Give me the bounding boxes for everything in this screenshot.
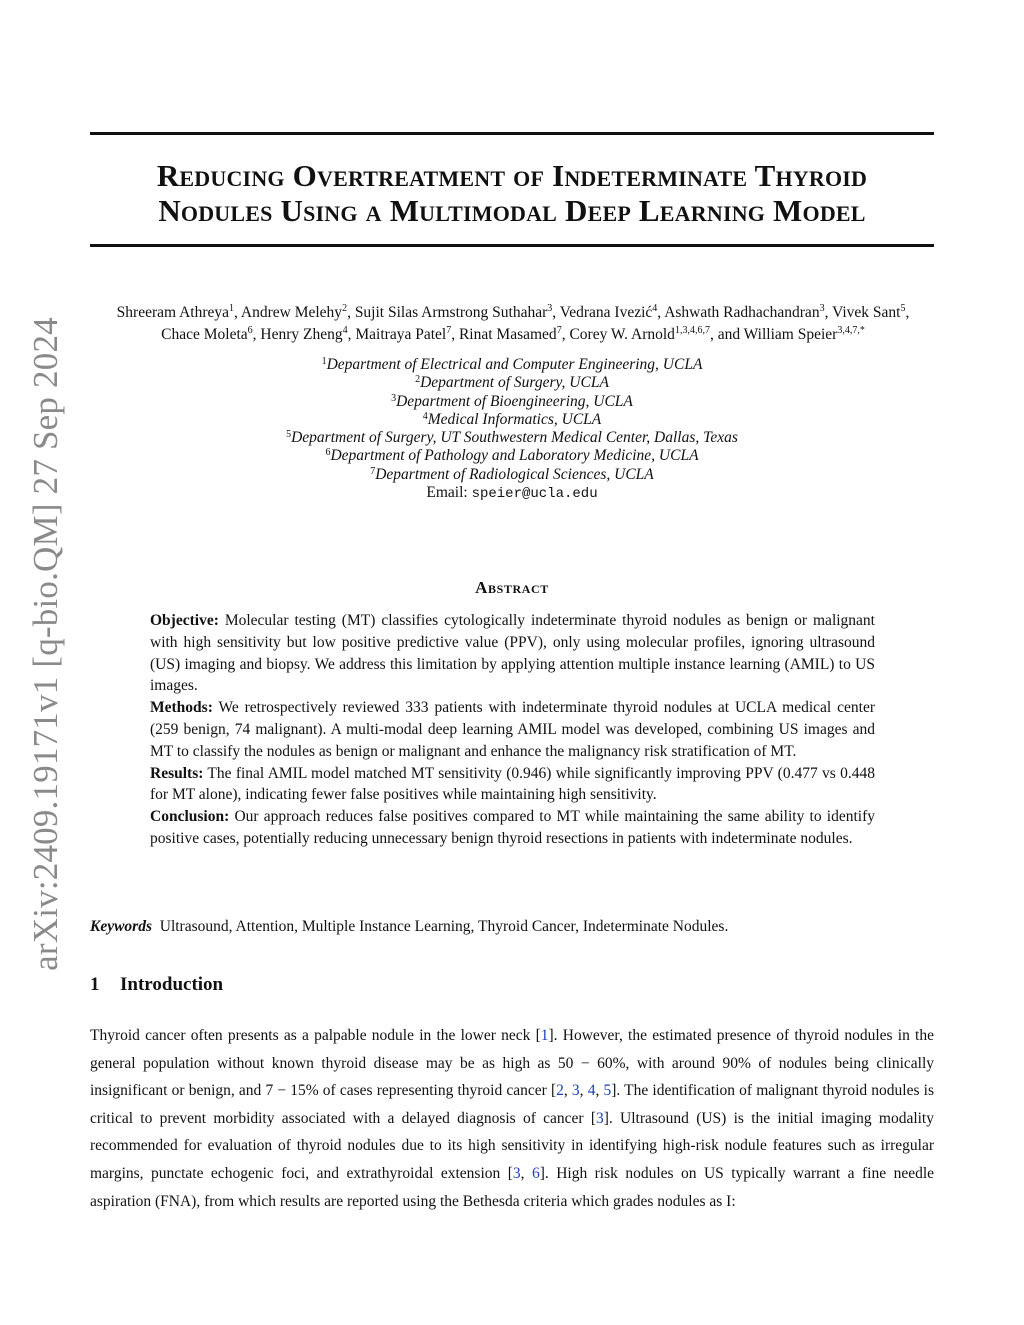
affiliation-mark: 6 bbox=[325, 447, 331, 459]
keywords bbox=[90, 916, 934, 937]
affiliation bbox=[90, 411, 934, 429]
author: Henry Zheng bbox=[260, 326, 343, 343]
title-rule-top bbox=[90, 132, 934, 135]
author-affiliation-mark: 5 bbox=[900, 303, 906, 314]
author: Corey W. Arnold bbox=[569, 326, 675, 343]
author-separator: , bbox=[552, 304, 560, 321]
affiliation bbox=[90, 466, 934, 484]
abstract-conclusion bbox=[150, 806, 875, 850]
author-separator: , bbox=[347, 326, 356, 343]
abstract-heading: Abstract bbox=[475, 578, 549, 597]
affiliation-text: Department of Surgery, UCLA bbox=[420, 374, 609, 392]
author-separator: , bbox=[905, 304, 910, 321]
author-separator: , bbox=[347, 304, 355, 321]
author-separator: , bbox=[561, 326, 570, 343]
author-line-2 bbox=[88, 324, 938, 346]
citation-link[interactable]: 6 bbox=[531, 1164, 540, 1182]
author: Sujit Silas Armstrong Suthahar bbox=[354, 304, 548, 321]
author: Ashwath Radhachandran bbox=[664, 304, 820, 321]
abstract-body bbox=[150, 610, 875, 850]
affiliation-mark: 4 bbox=[422, 410, 428, 422]
author-separator: , bbox=[234, 304, 241, 321]
title-line-2: Nodules Using a Multimodal Deep Learning Model bbox=[158, 193, 866, 228]
author-affiliation-mark: 4 bbox=[652, 303, 658, 314]
intro-text: ]. High risk nodules on US typically warrant a fine needle aspiration (FNA), from which results are reported using the Bethesda criteria which grades nodules as I: bbox=[90, 1164, 935, 1210]
affiliation-text: Department of Surgery, UT Southwestern Medical Center, Dallas, Texas bbox=[291, 429, 738, 447]
citation-link[interactable]: 5 bbox=[603, 1082, 612, 1100]
author-affiliation-mark: 3 bbox=[547, 303, 553, 314]
author: Vivek Sant bbox=[832, 304, 901, 321]
affiliation bbox=[90, 447, 934, 465]
affiliation-mark: 7 bbox=[370, 465, 376, 477]
author: Rinat Masamed bbox=[458, 326, 557, 343]
author: William Speier bbox=[743, 326, 838, 343]
author-affiliation-mark: 6 bbox=[247, 325, 253, 336]
abstract-objective-label: Objective: bbox=[150, 612, 219, 629]
title-line-1: Reducing Overtreatment of Indeterminate Thyroid bbox=[156, 158, 868, 193]
affiliation bbox=[90, 429, 934, 447]
introduction-paragraph bbox=[90, 1022, 934, 1215]
author-affiliation-mark: 1,3,4,6,7 bbox=[674, 325, 710, 336]
author-separator: , bbox=[252, 326, 261, 343]
citation-separator: , bbox=[595, 1082, 604, 1100]
author-separator: , and bbox=[709, 326, 744, 343]
citation-link[interactable]: 3 bbox=[512, 1164, 521, 1182]
affiliation bbox=[90, 393, 934, 411]
affiliation-mark: 1 bbox=[321, 356, 327, 367]
abstract-methods-text: We retrospectively reviewed 333 patients with indeterminate thyroid nodules at UCLA medical center (259 benign, 74 malignant). A multi-modal deep learning AMIL model was developed, combining US images and MT to classify the nodules as benign or malignant and enhance the malignancy risk stratification of MT. bbox=[150, 699, 875, 760]
author-affiliation-mark: 4 bbox=[342, 325, 348, 336]
section-number: 1 bbox=[90, 974, 100, 995]
affiliation-mark: 3 bbox=[391, 392, 397, 404]
email-address[interactable]: speier@ucla.edu bbox=[471, 486, 598, 503]
abstract-results-label: Results: bbox=[150, 764, 204, 782]
intro-text: ]. However, the estimated presence of thyroid nodules in the general population without known thyroid disease may be as high as 50 − 60%, with around 90% of nodules being clinically insignificant or benign, and 7 − 15% of cases representing thyroid cancer [ bbox=[90, 1027, 934, 1100]
author: Maitraya Patel bbox=[355, 326, 447, 343]
author-affiliation-mark: 2 bbox=[342, 303, 348, 314]
author-affiliation-mark: 1 bbox=[229, 303, 234, 314]
citation-link[interactable]: 3 bbox=[596, 1109, 604, 1127]
paper-title bbox=[90, 158, 934, 228]
intro-text: ]. The identification of malignant thyroid nodules is critical to prevent morbidity associated with a delayed diagnosis of cancer [ bbox=[90, 1082, 935, 1127]
section-title: Introduction bbox=[120, 974, 224, 995]
citation-separator: , bbox=[579, 1082, 588, 1100]
affiliation-text: Department of Electrical and Computer Engineering, UCLA bbox=[326, 356, 703, 373]
keywords-text: Ultrasound, Attention, Multiple Instance Learning, Thyroid Cancer, Indeterminate Nodules. bbox=[159, 918, 729, 935]
email-label: Email: bbox=[426, 484, 472, 502]
abstract-results-text: The final AMIL model matched MT sensitivity (0.946) while significantly improving PPV (0.477 vs 0.448 for MT alone), indicating fewer false positives while maintaining high sensitivity. bbox=[150, 764, 875, 804]
author-affiliation-mark: 3 bbox=[819, 303, 825, 314]
citation-separator: , bbox=[520, 1164, 532, 1182]
author: Vedrana Ivezić bbox=[559, 304, 653, 321]
affiliation-list bbox=[90, 356, 934, 503]
section-heading-introduction bbox=[90, 974, 223, 996]
author-line-1 bbox=[88, 302, 938, 324]
author: Chace Moleta bbox=[161, 326, 248, 343]
author-list bbox=[88, 302, 938, 346]
intro-text: ]. Ultrasound (US) is the initial imaging modality recommended for evaluation of thyroid nodules due to its high sensitivity in identifying high-risk nodule features such as irregular margins, punctate echogenic foci, and extrathyroidal extension [ bbox=[90, 1109, 934, 1182]
affiliation bbox=[90, 356, 934, 374]
author: Shreeram Athreya bbox=[116, 304, 229, 321]
intro-text: Thyroid cancer often presents as a palpable nodule in the lower neck [ bbox=[90, 1027, 541, 1044]
citation-link[interactable]: 2 bbox=[556, 1082, 564, 1100]
citation-separator: , bbox=[563, 1082, 572, 1100]
affiliation-mark: 2 bbox=[415, 374, 421, 386]
citation-link[interactable]: 1 bbox=[540, 1027, 549, 1044]
abstract-objective-text: Molecular testing (MT) classifies cytologically indeterminate thyroid nodules as benign or malignant with high sensitivity but low positive predictive value (PPV), only using molecular profiles, ignoring ultrasound (US) imaging and biopsy. We address this limitation by applying attention multiple instance learning (AMIL) to US images. bbox=[150, 612, 875, 695]
abstract-methods bbox=[150, 697, 875, 762]
arxiv-identifier: arXiv:2409.19171v1 [q-bio.QM] 27 Sep 2024 bbox=[26, 317, 66, 971]
affiliation-text: Department of Bioengineering, UCLA bbox=[396, 392, 633, 410]
citation-link[interactable]: 4 bbox=[587, 1082, 596, 1100]
abstract-objective bbox=[150, 610, 875, 697]
author-separator: , bbox=[824, 304, 833, 321]
abstract-methods-label: Methods: bbox=[150, 699, 213, 717]
affiliation-text: Medical Informatics, UCLA bbox=[427, 410, 602, 428]
email-line bbox=[90, 484, 934, 503]
author-affiliation-mark: 3,4,7,* bbox=[837, 325, 865, 336]
author-affiliation-mark: 7 bbox=[556, 325, 562, 336]
affiliation-text: Department of Pathology and Laboratory Medicine, UCLA bbox=[330, 447, 699, 465]
title-rule-bottom bbox=[90, 244, 934, 247]
abstract-conclusion-label: Conclusion: bbox=[150, 808, 230, 826]
author-separator: , bbox=[657, 304, 665, 321]
arxiv-identifier-margin bbox=[24, 317, 68, 971]
affiliation bbox=[90, 374, 934, 392]
author-affiliation-mark: 7 bbox=[446, 325, 452, 336]
citation-link[interactable]: 3 bbox=[571, 1082, 580, 1100]
affiliation-mark: 5 bbox=[286, 429, 292, 441]
author-separator: , bbox=[451, 326, 459, 343]
abstract-conclusion-text: Our approach reduces false positives compared to MT while maintaining the same ability to identify positive cases, potentially reducing unnecessary benign thyroid resections in patients with indeterminate nodules. bbox=[150, 808, 875, 847]
affiliation-text: Department of Radiological Sciences, UCLA bbox=[375, 465, 654, 483]
keywords-label: Keywords bbox=[90, 918, 152, 935]
abstract-results bbox=[150, 763, 875, 807]
author: Andrew Melehy bbox=[240, 304, 343, 321]
